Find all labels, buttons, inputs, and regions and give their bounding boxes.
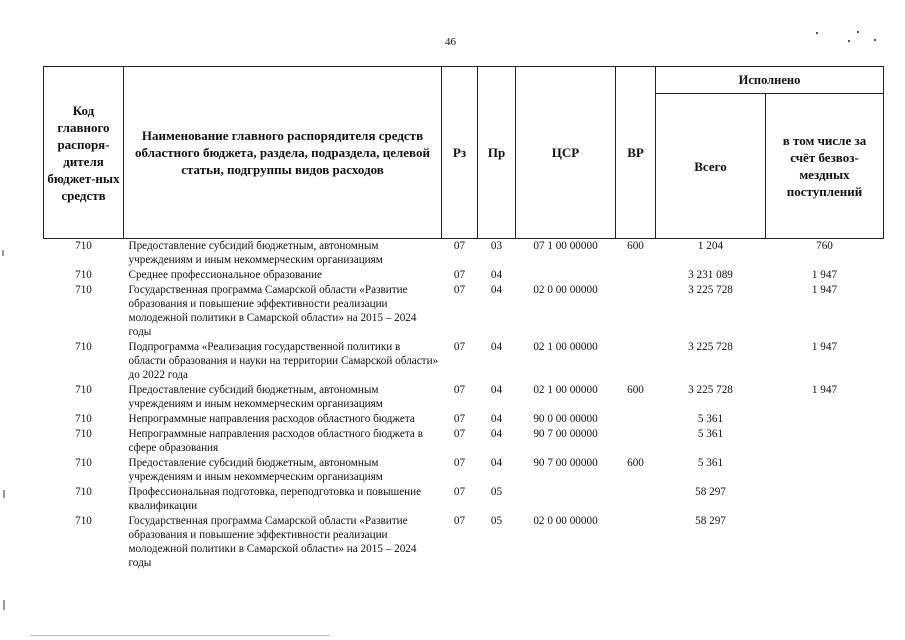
scan-edge-mark — [3, 490, 5, 498]
cell-vr — [616, 268, 656, 283]
cell-gratuitous — [766, 427, 884, 456]
cell-gratuitous — [766, 412, 884, 427]
cell-csr: 02 1 00 00000 — [533, 384, 598, 396]
cell-rz: 07 — [453, 240, 466, 252]
page-number: 46 — [445, 36, 456, 48]
cell-pr: 05 — [490, 515, 503, 527]
table-row — [44, 340, 884, 383]
cell-pr: 04 — [490, 413, 503, 425]
cell-rz: 07 — [453, 457, 466, 469]
cell-rz: 07 — [453, 428, 466, 440]
budget-table — [43, 66, 884, 571]
cell-name: Непрограммные направления расходов областного бюджета — [128, 413, 415, 425]
cell-total: 3 225 728 — [688, 341, 733, 353]
cell-csr: 90 0 00 00000 — [533, 413, 598, 425]
cell-total: 3 231 089 — [688, 269, 733, 281]
cell-vr — [616, 283, 656, 340]
cell-name: Государственная программа Самарской области «Развитие образования и повышение эффективности реализации молодежной политики в Самарской области» на 2015 – 2024 годы — [128, 284, 417, 338]
cell-name: Подпрограмма «Реализация государственной политики в области образования и науки на территории Самарской области» до 2022 года — [128, 341, 439, 381]
header-csr: ЦСР — [516, 67, 616, 239]
table-row — [44, 427, 884, 456]
header-rz: Рз — [442, 67, 478, 239]
table-row — [44, 268, 884, 283]
header-executed: Исполнено — [656, 67, 884, 94]
table-row — [44, 283, 884, 340]
header-pr: Пр — [478, 67, 516, 239]
cell-csr: 02 0 00 00000 — [533, 515, 598, 527]
cell-rz: 07 — [453, 341, 466, 353]
cell-rz: 07 — [453, 486, 466, 498]
cell-pr: 05 — [490, 486, 503, 498]
cell-name: Предоставление субсидий бюджетным, автономным учреждениям и иным некоммерческим организациям — [128, 384, 383, 410]
cell-vr — [616, 427, 656, 456]
scan-edge-mark — [2, 250, 4, 256]
cell-name: Профессиональная подготовка, переподготовка и повышение квалификации — [128, 486, 422, 512]
cell-rz: 07 — [453, 284, 466, 296]
cell-total: 3 225 728 — [688, 384, 733, 396]
cell-code: 710 — [75, 428, 92, 440]
cell-vr — [616, 412, 656, 427]
header-total: Всего — [656, 94, 766, 239]
cell-code: 710 — [75, 457, 92, 469]
cell-code: 710 — [75, 284, 92, 296]
cell-code: 710 — [75, 269, 92, 281]
cell-code: 710 — [75, 515, 92, 527]
table-row — [44, 383, 884, 412]
cell-vr: 600 — [627, 240, 644, 252]
cell-csr: 02 1 00 00000 — [533, 341, 598, 353]
cell-csr: 90 7 00 00000 — [533, 428, 598, 440]
cell-pr: 04 — [490, 457, 503, 469]
cell-gratuitous — [766, 485, 884, 514]
cell-name: Среднее профессиональное образование — [128, 269, 323, 281]
cell-code: 710 — [75, 341, 92, 353]
cell-gratuitous: 760 — [816, 240, 833, 252]
cell-gratuitous — [766, 456, 884, 485]
cell-name: Непрограммные направления расходов областного бюджета в сфере образования — [128, 428, 423, 454]
cell-vr — [616, 340, 656, 383]
table-row — [44, 485, 884, 514]
cell-csr: 90 7 00 00000 — [533, 457, 598, 469]
table-body — [44, 239, 884, 572]
cell-code: 710 — [75, 240, 92, 252]
cell-code: 710 — [75, 413, 92, 425]
scan-specks — [810, 28, 890, 48]
cell-vr — [616, 485, 656, 514]
cell-csr: 07 1 00 00000 — [533, 240, 598, 252]
header-vr: ВР — [616, 67, 656, 239]
cell-vr — [616, 514, 656, 571]
cell-vr: 600 — [627, 457, 644, 469]
table-row — [44, 514, 884, 571]
cell-gratuitous: 1 947 — [811, 269, 838, 281]
cell-total: 58 297 — [695, 486, 726, 498]
cell-gratuitous — [766, 514, 884, 571]
cell-gratuitous: 1 947 — [811, 384, 838, 396]
cell-rz: 07 — [453, 269, 466, 281]
header-code: Код главного распоря-дителя бюджет-ных средств — [44, 67, 124, 239]
cell-code: 710 — [75, 384, 92, 396]
cell-pr: 04 — [490, 269, 503, 281]
cell-total: 5 361 — [697, 413, 724, 425]
cell-pr: 03 — [490, 240, 503, 252]
cell-pr: 04 — [490, 284, 503, 296]
cell-total: 5 361 — [697, 428, 724, 440]
header-gratuitous: в том числе за счёт безвоз-мездных поступлений — [766, 94, 884, 239]
cell-pr: 04 — [490, 428, 503, 440]
cell-gratuitous: 1 947 — [811, 284, 838, 296]
cell-csr — [516, 485, 616, 514]
cell-total: 3 225 728 — [688, 284, 733, 296]
cell-rz: 07 — [453, 515, 466, 527]
table-row — [44, 456, 884, 485]
table-row — [44, 412, 884, 427]
table-row — [44, 239, 884, 269]
cell-name: Предоставление субсидий бюджетным, автономным учреждениям и иным некоммерческим организациям — [128, 457, 383, 483]
cell-vr: 600 — [627, 384, 644, 396]
header-name: Наименование главного распорядителя средств областного бюджета, раздела, подраздела, целевой статьи, подгруппы видов расходов — [124, 67, 442, 239]
cell-total: 58 297 — [695, 515, 726, 527]
cell-csr — [516, 268, 616, 283]
cell-gratuitous: 1 947 — [811, 341, 838, 353]
scan-bottom-line — [30, 635, 330, 636]
cell-pr: 04 — [490, 384, 503, 396]
cell-code: 710 — [75, 486, 92, 498]
cell-name: Государственная программа Самарской области «Развитие образования и повышение эффективности реализации молодежной политики в Самарской области» на 2015 – 2024 годы — [128, 515, 417, 569]
cell-csr: 02 0 00 00000 — [533, 284, 598, 296]
cell-rz: 07 — [453, 384, 466, 396]
table-header — [44, 67, 884, 239]
cell-total: 1 204 — [697, 240, 724, 252]
scan-edge-mark — [3, 600, 5, 610]
cell-pr: 04 — [490, 341, 503, 353]
cell-name: Предоставление субсидий бюджетным, автономным учреждениям и иным некоммерческим организациям — [128, 240, 383, 266]
cell-total: 5 361 — [697, 457, 724, 469]
cell-rz: 07 — [453, 413, 466, 425]
